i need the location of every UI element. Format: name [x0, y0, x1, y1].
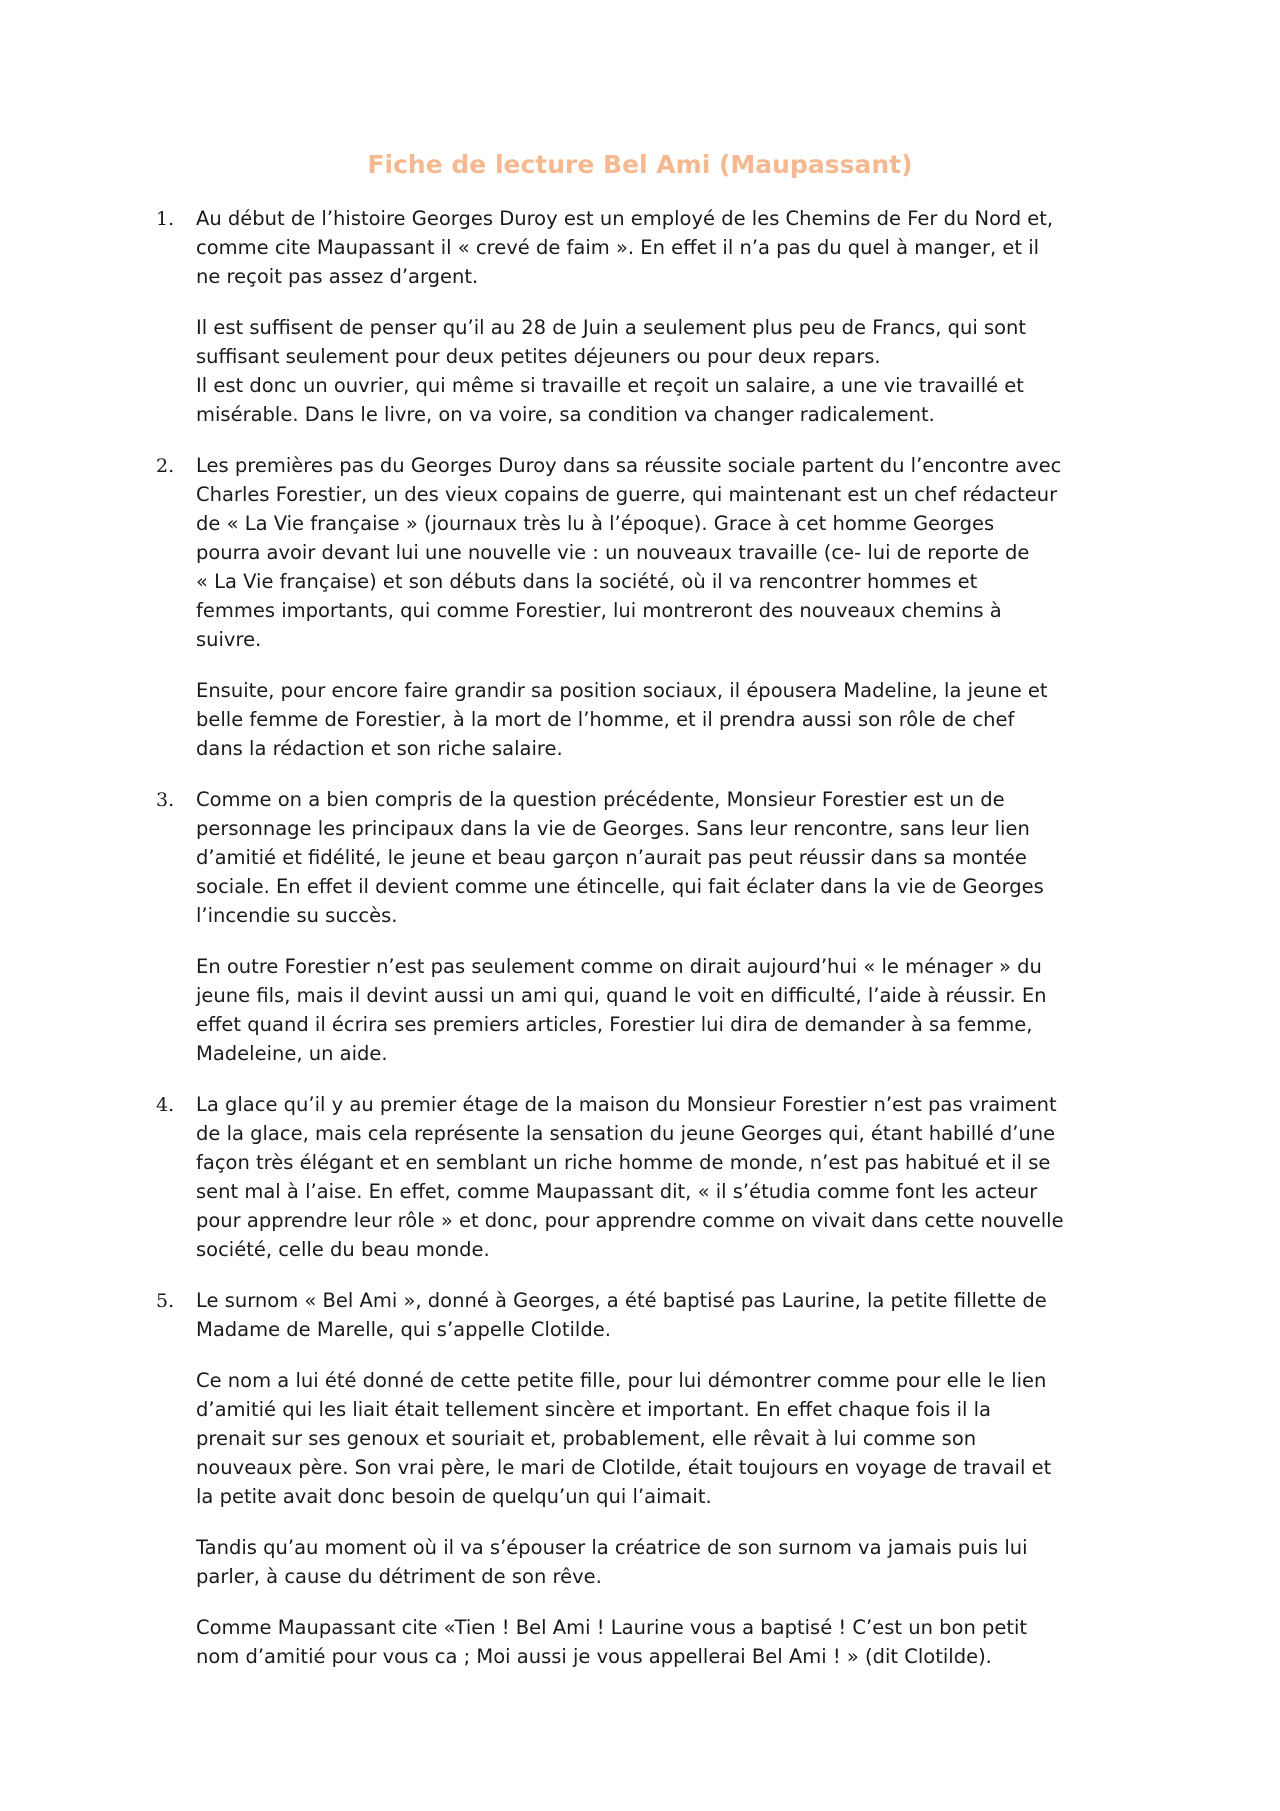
text-line: comme cite Maupassant il « crevé de faim ». En effet il n’a pas du quel à manger, et il: [196, 236, 1040, 259]
text-line: Les premières pas du Georges Duroy dans sa réussite sociale partent du l’encontre avec: [196, 454, 1062, 477]
text-line: Madeleine, un aide.: [196, 1042, 388, 1065]
text-line: belle femme de Forestier, à la mort de l’homme, et il prendra aussi son rôle de chef: [196, 708, 1015, 731]
text-line: nom d’amitié pour vous ca ; Moi aussi je vous appellerai Bel Ami ! » (dit Clotilde).: [196, 1645, 992, 1668]
text-line: jeune fils, mais il devint aussi un ami qui, quand le voit en difficulté, l’aide à réussir. En: [196, 984, 1047, 1007]
text-line: de la glace, mais cela représente la sensation du jeune Georges qui, étant habillé d’une: [196, 1122, 1056, 1145]
text-line: Charles Forestier, un des vieux copains de guerre, qui maintenant est un chef rédacteur: [196, 483, 1058, 506]
text-line: Ensuite, pour encore faire grandir sa position sociaux, il épousera Madeline, la jeune et: [196, 679, 1048, 702]
text-line: société, celle du beau monde.: [196, 1238, 490, 1261]
list-item-number: 5.: [156, 1290, 175, 1312]
text-line: prenait sur ses genoux et souriait et, probablement, elle rêvait à lui comme son: [196, 1427, 977, 1450]
list-item: [156, 204, 1166, 429]
text-line: suffisant seulement pour deux petites déjeuners ou pour deux repars.: [196, 345, 881, 368]
text-line: Comme on a bien compris de la question précédente, Monsieur Forestier est un de: [196, 788, 1005, 811]
text-line: Il est suffisent de penser qu’il au 28 de Juin a seulement plus peu de Francs, qui sont: [196, 316, 1027, 339]
text-line: parler, à cause du détriment de son rêve.: [196, 1565, 602, 1588]
document-title: Fiche de lecture Bel Ami (Maupassant): [367, 150, 913, 179]
list-item: [156, 1090, 1166, 1264]
text-line: Tandis qu’au moment où il va s’épouser la créatrice de son surnom va jamais puis lui: [196, 1536, 1028, 1559]
paragraph: [196, 204, 1166, 291]
text-line: la petite avait donc besoin de quelqu’un qui l’aimait.: [196, 1485, 712, 1508]
paragraph: [196, 1613, 1166, 1671]
list-item: [156, 451, 1166, 763]
numbered-list: [156, 204, 1166, 1693]
paragraph: [196, 676, 1166, 763]
text-line: dans la rédaction et son riche salaire.: [196, 737, 563, 760]
text-line: pourra avoir devant lui une nouvelle vie : un nouveaux travaille (ce- lui de reporte de: [196, 541, 1030, 564]
paragraph: [196, 952, 1166, 1068]
text-line: sent mal à l’aise. En effet, comme Maupassant dit, « il s’étudia comme font les acteur: [196, 1180, 1038, 1203]
paragraph: [196, 1366, 1166, 1511]
text-line: Ce nom a lui été donné de cette petite fille, pour lui démontrer comme pour elle le lien: [196, 1369, 1047, 1392]
text-line: nouveaux père. Son vrai père, le mari de Clotilde, était toujours en voyage de travail et: [196, 1456, 1052, 1479]
text-line: effet quand il écrira ses premiers articles, Forestier lui dira de demander à sa femme,: [196, 1013, 1033, 1036]
paragraph: [196, 1090, 1166, 1264]
list-item-number: 4.: [156, 1094, 175, 1116]
text-line: d’amitié qui les liait était tellement sincère et important. En effet chaque fois il la: [196, 1398, 991, 1421]
list-item-number: 1.: [156, 208, 175, 230]
paragraph: [196, 1286, 1166, 1344]
text-line: l’incendie su succès.: [196, 904, 398, 927]
text-line: suivre.: [196, 628, 262, 651]
text-line: de « La Vie française » (journaux très lu à l’époque). Grace à cet homme Georges: [196, 512, 995, 535]
text-line: Il est donc un ouvrier, qui même si travaille et reçoit un salaire, a une vie travaillé et: [196, 374, 1024, 397]
list-item: [156, 1286, 1166, 1671]
paragraph: [196, 313, 1166, 429]
text-line: femmes importants, qui comme Forestier, lui montreront des nouveaux chemins à: [196, 599, 1002, 622]
text-line: Madame de Marelle, qui s’appelle Clotilde.: [196, 1318, 611, 1341]
text-line: ne reçoit pas assez d’argent.: [196, 265, 479, 288]
text-line: Comme Maupassant cite «Tien ! Bel Ami ! Laurine vous a baptisé ! C’est un bon petit: [196, 1616, 1028, 1639]
text-line: d’amitié et fidélité, le jeune et beau garçon n’aurait pas peut réussir dans sa montée: [196, 846, 1027, 869]
text-line: En outre Forestier n’est pas seulement comme on dirait aujourd’hui « le ménager » du: [196, 955, 1042, 978]
text-line: misérable. Dans le livre, on va voire, sa condition va changer radicalement.: [196, 403, 935, 426]
text-line: La glace qu’il y au premier étage de la maison du Monsieur Forestier n’est pas vraiment: [196, 1093, 1057, 1116]
text-line: Au début de l’histoire Georges Duroy est un employé de les Chemins de Fer du Nord et,: [196, 207, 1054, 230]
list-item-number: 3.: [156, 789, 175, 811]
paragraph: [196, 1533, 1166, 1591]
paragraph: [196, 785, 1166, 930]
paragraph: [196, 451, 1166, 654]
text-line: pour apprendre leur rôle » et donc, pour apprendre comme on vivait dans cette nouvelle: [196, 1209, 1064, 1232]
text-line: « La Vie française) et son débuts dans la société, où il va rencontrer hommes et: [196, 570, 978, 593]
list-item: [156, 785, 1166, 1068]
list-item-number: 2.: [156, 455, 175, 477]
text-line: sociale. En effet il devient comme une étincelle, qui fait éclater dans la vie de Georges: [196, 875, 1044, 898]
text-line: personnage les principaux dans la vie de Georges. Sans leur rencontre, sans leur lien: [196, 817, 1030, 840]
text-line: façon très élégant et en semblant un riche homme de monde, n’est pas habitué et il se: [196, 1151, 1051, 1174]
text-line: Le surnom « Bel Ami », donné à Georges, a été baptisé pas Laurine, la petite fillette de: [196, 1289, 1047, 1312]
